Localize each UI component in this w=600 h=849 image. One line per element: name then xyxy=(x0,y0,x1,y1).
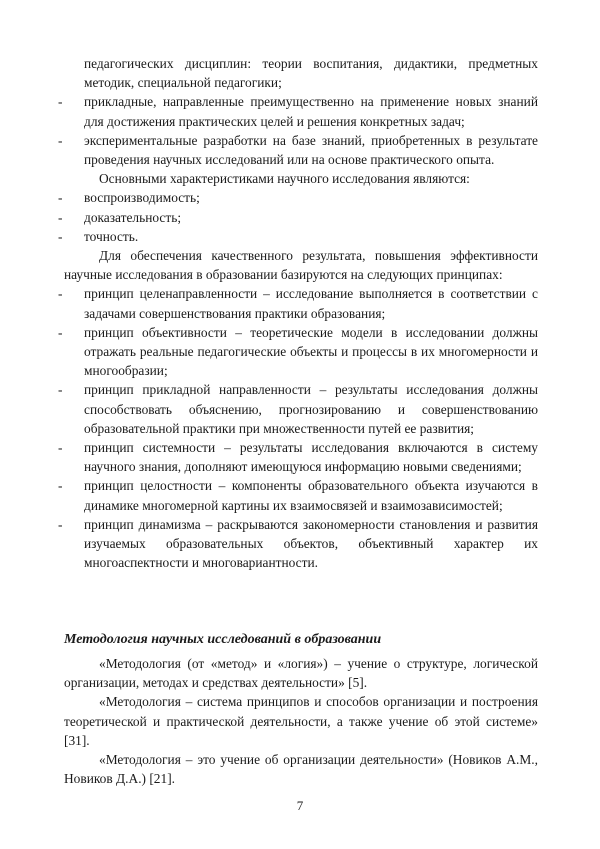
continued-paragraph: педагогических дисциплин: теории воспитания, дидактики, предметных методик, специальной педагогики; xyxy=(84,56,538,91)
list-item xyxy=(58,227,538,246)
characteristics-list xyxy=(58,188,538,246)
page-number: 7 xyxy=(296,798,304,813)
dash-marker: - xyxy=(58,209,63,225)
list-item-text: точность. xyxy=(84,228,139,244)
quote-paragraph: «Методология – это учение об организации деятельности» (Новиков А.М., Новиков Д.А.) [21]. xyxy=(64,752,538,787)
list-item xyxy=(58,476,538,514)
list-item-text: принцип целенаправленности – исследование выполняется в соответствии с задачами совершенствования практики образования; xyxy=(84,286,538,321)
list-item xyxy=(58,515,538,573)
list-item-text: принцип объективности – теоретические модели в исследовании должны отражать реальные педагогические объекты и процессы в их многомерности и многообразии; xyxy=(84,324,538,379)
quote-paragraph: «Методология – система принципов и способов организации и построения теоретической и практической деятельности, а также учение об этой системе» [31]. xyxy=(64,694,538,748)
list-item xyxy=(58,323,538,381)
list-item xyxy=(58,92,538,130)
principles-intro: Для обеспечения качественного результата, повышения эффективности научные исследования в образовании базируются на следующих принципах: xyxy=(64,248,538,283)
dash-marker: - xyxy=(58,516,63,532)
dash-marker: - xyxy=(58,190,63,206)
dash-marker: - xyxy=(58,478,63,494)
dash-marker: - xyxy=(58,440,63,456)
page-body-top xyxy=(58,54,538,572)
research-types-list xyxy=(58,92,538,169)
principles-list xyxy=(58,284,538,572)
list-item-text: воспроизводимость; xyxy=(84,190,200,206)
list-item-text: принцип динамизма – раскрываются закономерности становления и развития изучаемых образовательных объектов, объективный характер их многоаспектности и многовариантности. xyxy=(84,516,538,571)
list-item-text: прикладные, направленные преимущественно на применение новых знаний для достижения практических целей и решения конкретных задач; xyxy=(84,94,538,129)
section-heading: Методология научных исследований в образовании xyxy=(64,632,382,647)
list-item xyxy=(58,208,538,227)
dash-marker: - xyxy=(58,324,63,340)
dash-marker: - xyxy=(58,228,63,244)
characteristics-intro: Основными характеристиками научного исследования являются: xyxy=(99,171,470,187)
list-item xyxy=(58,284,538,322)
list-item-text: принцип целостности – компоненты образовательного объекта изучаются в динамике многомерной картины их взаимосвязей и взаимозависимостей; xyxy=(84,478,538,513)
dash-marker: - xyxy=(58,382,63,398)
list-item xyxy=(58,438,538,476)
list-item xyxy=(58,131,538,169)
dash-marker: - xyxy=(58,286,63,302)
list-item-text: принцип прикладной направленности – результаты исследования должны способствовать объяснению, прогнозированию и совершенствованию образовательной практики при множественности путей ее развития; xyxy=(84,382,538,436)
quote-paragraph: «Методология (от «метод» и «логия») – учение о структуре, логической организации, методах и средствах деятельности» [5]. xyxy=(64,656,538,691)
list-item xyxy=(58,188,538,207)
dash-marker: - xyxy=(58,94,63,110)
list-item xyxy=(58,380,538,438)
methodology-quotes xyxy=(64,654,538,788)
list-item-text: экспериментальные разработки на базе знаний, приобретенных в результате проведения научных исследований или на основе практического опыта. xyxy=(84,132,538,168)
dash-marker: - xyxy=(58,132,63,148)
list-item-text: доказательность; xyxy=(84,209,182,225)
list-item-text: принцип системности – результаты исследования включаются в систему научного знания, дополняют имеющуюся информацию новыми сведениями; xyxy=(84,440,538,475)
